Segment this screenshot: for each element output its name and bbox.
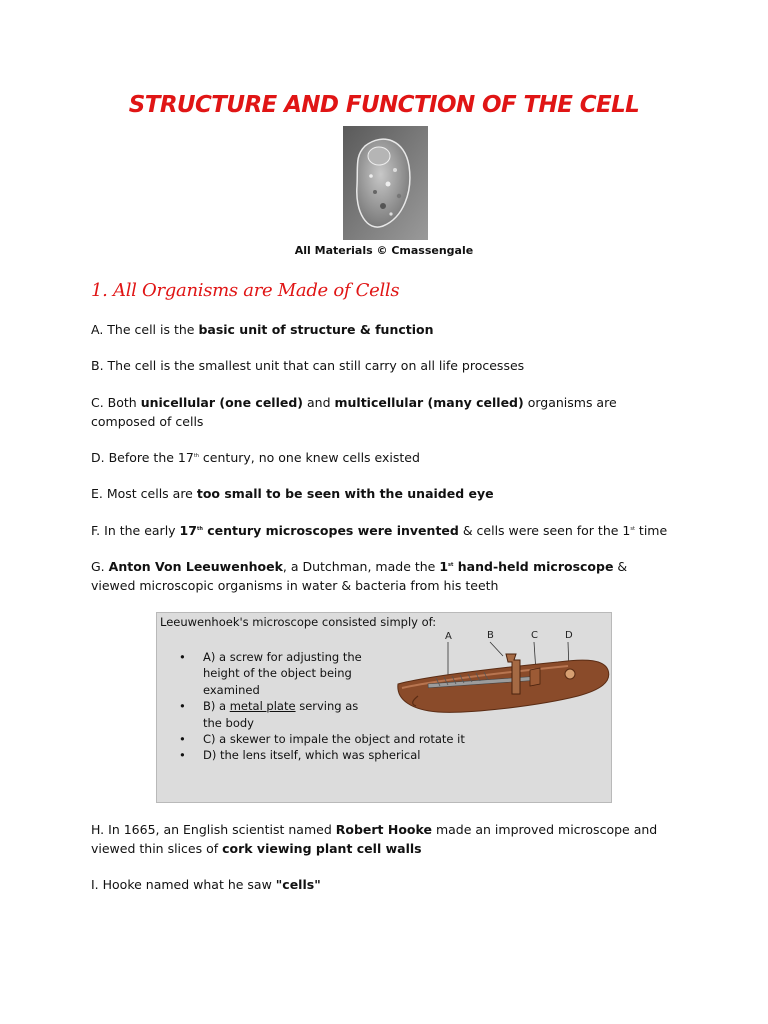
copyright-credit: All Materials © Cmassengale [294,244,474,257]
list-item: • A) a screw for adjusting the height of the object being examined [179,649,363,698]
box-heading: Leeuwenhoek's microscope consisted simply of: [160,615,437,629]
point-a: A. The cell is the basic unit of structure & function [91,322,434,337]
lens [565,669,575,679]
label-b: B [487,630,494,641]
label-a: A [445,631,452,642]
list-item: • B) a metal plate serving as the body [179,698,363,731]
point-e: E. Most cells are too small to be seen with the unaided eye [91,486,494,501]
section-heading: 1. All Organisms are Made of Cells [91,280,400,301]
point-c: C. Both unicellular (one celled) and multicellular (many celled) organisms are composed of cells [91,395,617,429]
cell-micrograph [343,126,428,240]
point-f: F. In the early 17th century microscopes were invented & cells were seen for the 1st time [91,523,668,539]
point-h: H. In 1665, an English scientist named Robert Hooke made an improved microscope and viewed thin slices of cork viewing plant cell walls [91,822,658,856]
point-d: D. Before the 17th century, no one knew cells existed [91,450,420,466]
point-g: G. Anton Von Leeuwenhoek, a Dutchman, made the 1st hand-held microscope & viewed microscopic organisms in water & bacteria from his teeth [91,559,628,594]
point-b: B. The cell is the smallest unit that can still carry on all life processes [91,358,525,373]
list-item: • C) a skewer to impale the object and rotate it [179,731,465,747]
list-item: • D) the lens itself, which was spherical [179,747,465,763]
leeuwenhoek-microscope-illustration [388,640,613,720]
label-c: C [531,630,538,641]
pointer-line-b [490,642,503,656]
page-title: STRUCTURE AND FUNCTION OF THE CELL [128,92,640,118]
label-d: D [565,630,573,641]
point-i: I. Hooke named what he saw "cells" [91,877,321,892]
